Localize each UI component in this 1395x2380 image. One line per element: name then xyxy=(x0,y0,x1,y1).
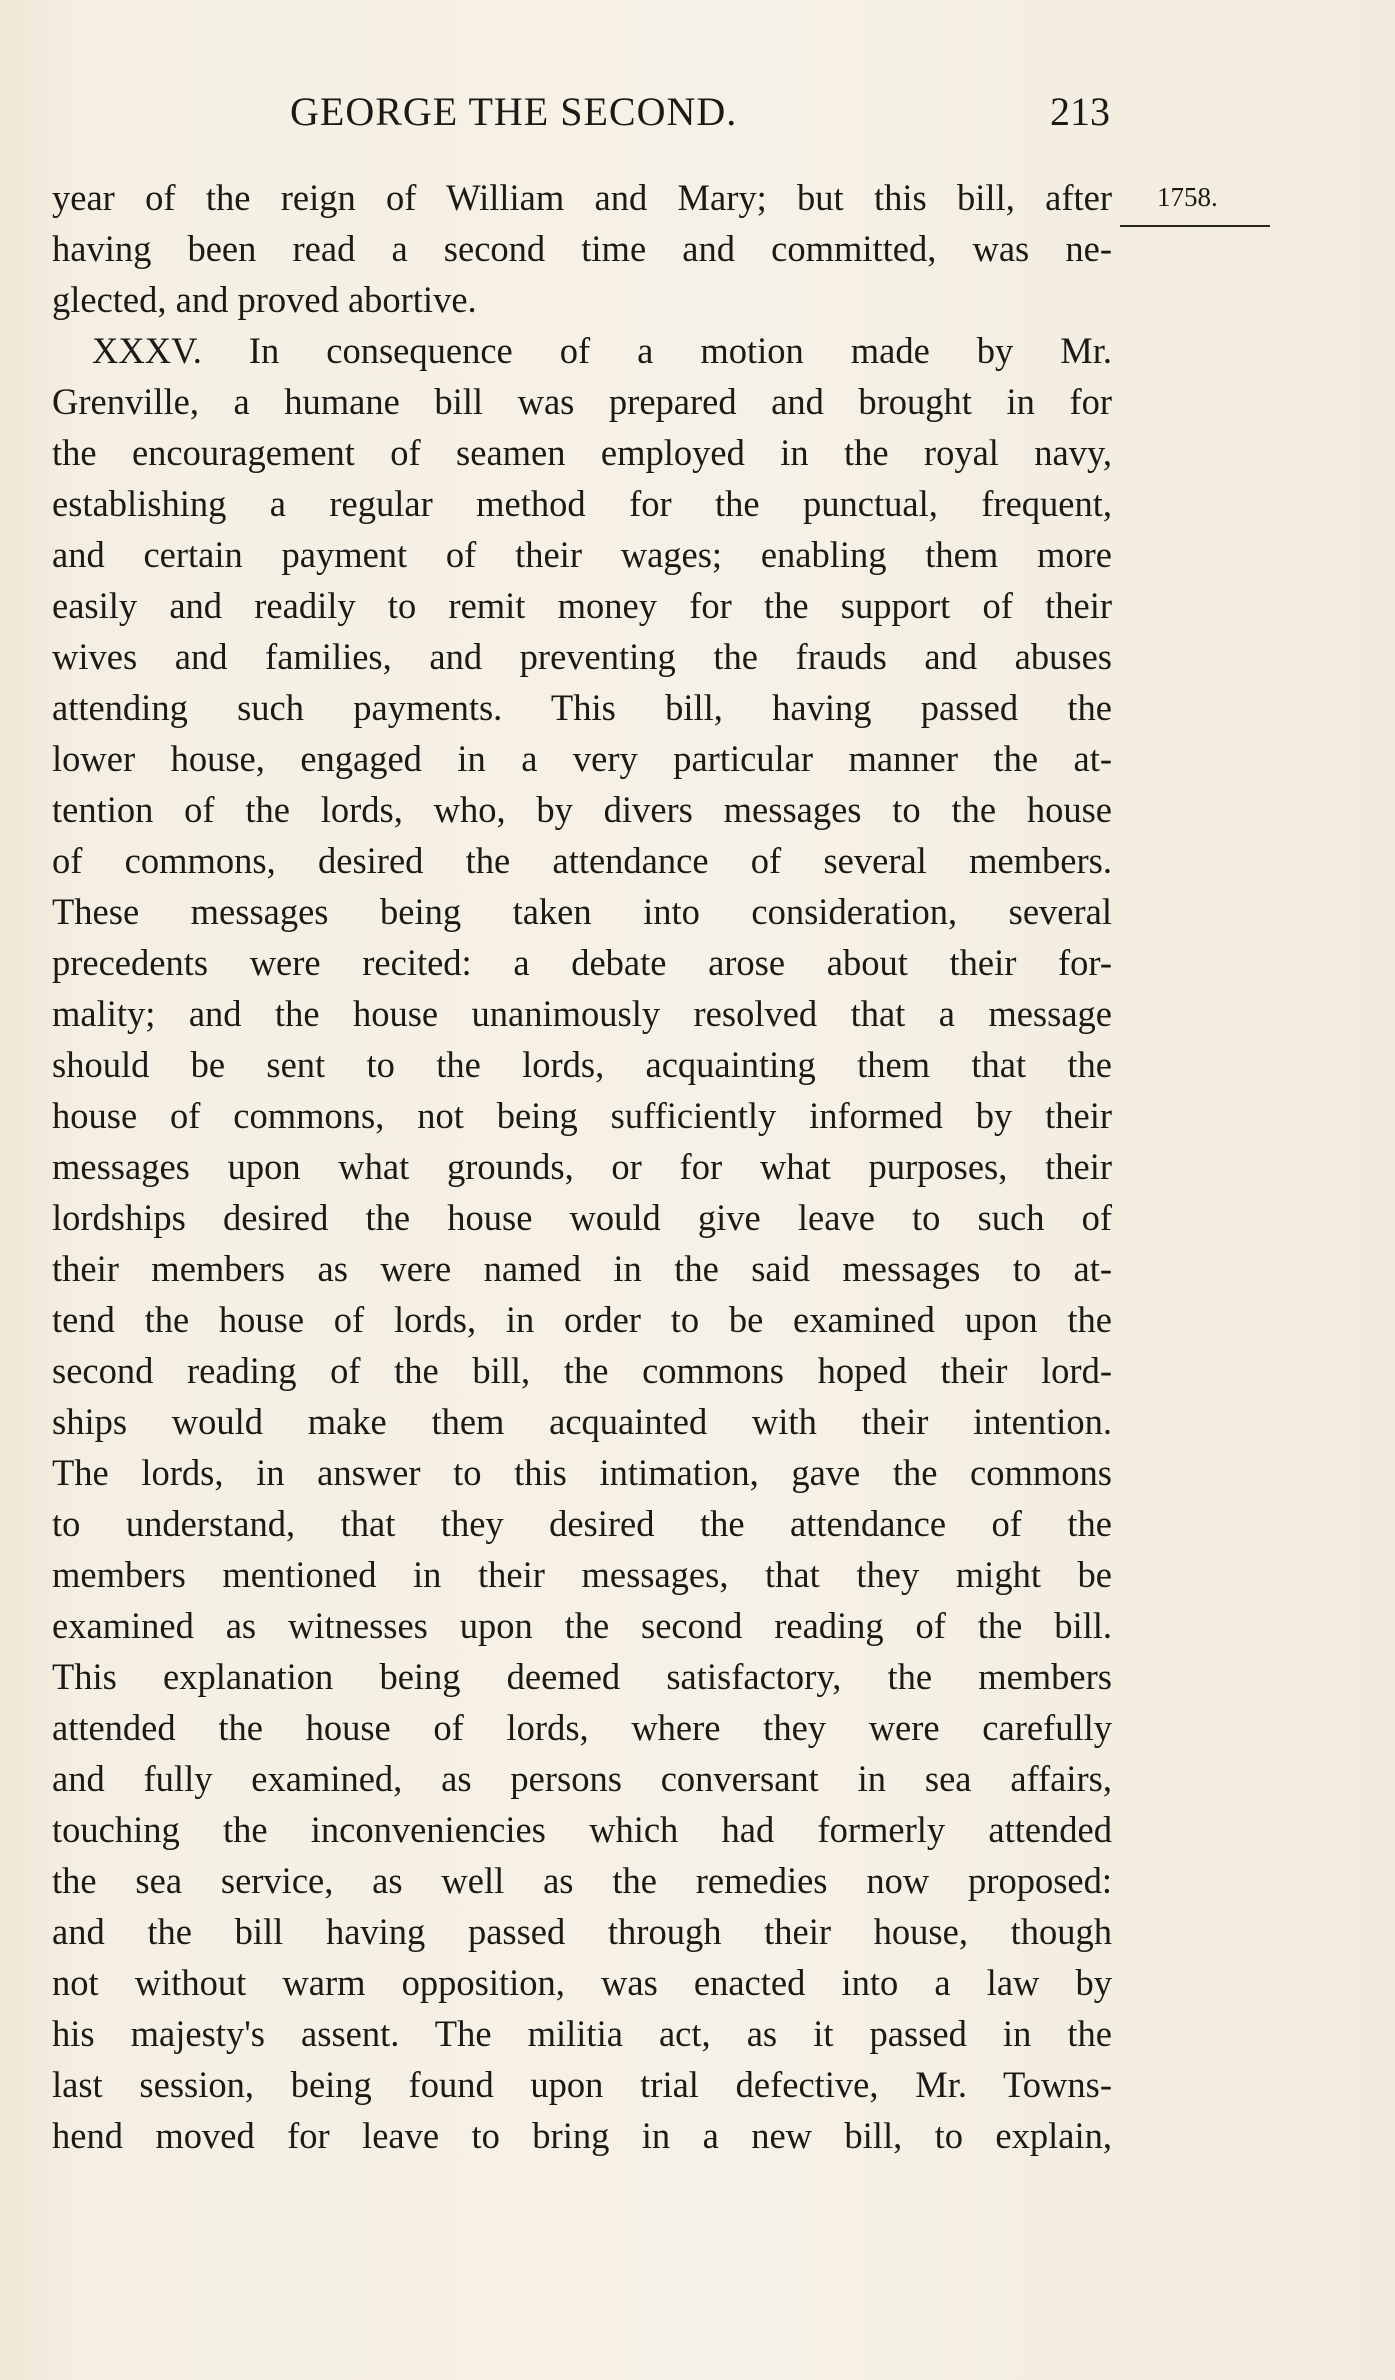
running-title: GEORGE THE SECOND. xyxy=(290,89,738,134)
text-line: the encouragement of seamen employed in the royal navy, xyxy=(52,432,1112,473)
text-line: not without warm opposition, was enacted into a law by xyxy=(52,1962,1112,2003)
text-line: tention of the lords, who, by divers messages to the house xyxy=(52,789,1112,830)
text-line: last session, being found upon trial defective, Mr. Towns- xyxy=(52,2064,1112,2105)
text-line: examined as witnesses upon the second reading of the bill. xyxy=(52,1605,1112,1646)
text-line: glected, and proved abortive. xyxy=(52,279,477,320)
page-number: 213 xyxy=(1050,89,1110,134)
text-line: mality; and the house unanimously resolved that a message xyxy=(52,993,1112,1034)
text-line: Grenville, a humane bill was prepared and brought in for xyxy=(52,381,1112,422)
text-line: his majesty's assent. The militia act, as it passed in the xyxy=(52,2013,1112,2054)
text-line: attended the house of lords, where they were carefully xyxy=(52,1707,1112,1748)
text-line: of commons, desired the attendance of several members. xyxy=(52,840,1112,881)
text-line: and the bill having passed through their house, though xyxy=(52,1911,1112,1952)
text-line: wives and families, and preventing the frauds and abuses xyxy=(52,636,1112,677)
text-line: messages upon what grounds, or for what purposes, their xyxy=(52,1146,1112,1187)
text-line: to understand, that they desired the attendance of the xyxy=(52,1503,1112,1544)
text-line: and fully examined, as persons conversant in sea affairs, xyxy=(52,1758,1112,1799)
text-line: attending such payments. This bill, having passed the xyxy=(52,687,1112,728)
text-line: hend moved for leave to bring in a new bill, to explain, xyxy=(52,2115,1112,2156)
text-line: ships would make them acquainted with their intention. xyxy=(52,1401,1112,1442)
text-line: These messages being taken into consideration, several xyxy=(52,891,1112,932)
text-line: house of commons, not being sufficiently informed by their xyxy=(52,1095,1112,1136)
running-head xyxy=(290,88,1110,148)
text-line: year of the reign of William and Mary; but this bill, after xyxy=(52,177,1112,218)
text-line: easily and readily to remit money for the support of their xyxy=(52,585,1112,626)
margin-year-note: 1758. xyxy=(1157,182,1218,212)
text-line: their members as were named in the said messages to at- xyxy=(52,1248,1112,1289)
text-line: having been read a second time and committed, was ne- xyxy=(52,228,1112,269)
text-line: should be sent to the lords, acquainting them that the xyxy=(52,1044,1112,1085)
paragraph-start-line: XXXV. In consequence of a motion made by Mr. xyxy=(92,330,1112,371)
text-line: the sea service, as well as the remedies now proposed: xyxy=(52,1860,1112,1901)
text-line: establishing a regular method for the punctual, frequent, xyxy=(52,483,1112,524)
body-text xyxy=(52,172,1112,2161)
text-line: lower house, engaged in a very particular manner the at- xyxy=(52,738,1112,779)
text-line: second reading of the bill, the commons hoped their lord- xyxy=(52,1350,1112,1391)
margin-rule xyxy=(1120,225,1270,227)
text-line: members mentioned in their messages, that they might be xyxy=(52,1554,1112,1595)
text-line: precedents were recited: a debate arose about their for- xyxy=(52,942,1112,983)
text-line: touching the inconveniencies which had formerly attended xyxy=(52,1809,1112,1850)
text-line: The lords, in answer to this intimation, gave the commons xyxy=(52,1452,1112,1493)
text-line: This explanation being deemed satisfactory, the members xyxy=(52,1656,1112,1697)
text-line: tend the house of lords, in order to be examined upon the xyxy=(52,1299,1112,1340)
text-line: and certain payment of their wages; enabling them more xyxy=(52,534,1112,575)
text-line: lordships desired the house would give leave to such of xyxy=(52,1197,1112,1238)
